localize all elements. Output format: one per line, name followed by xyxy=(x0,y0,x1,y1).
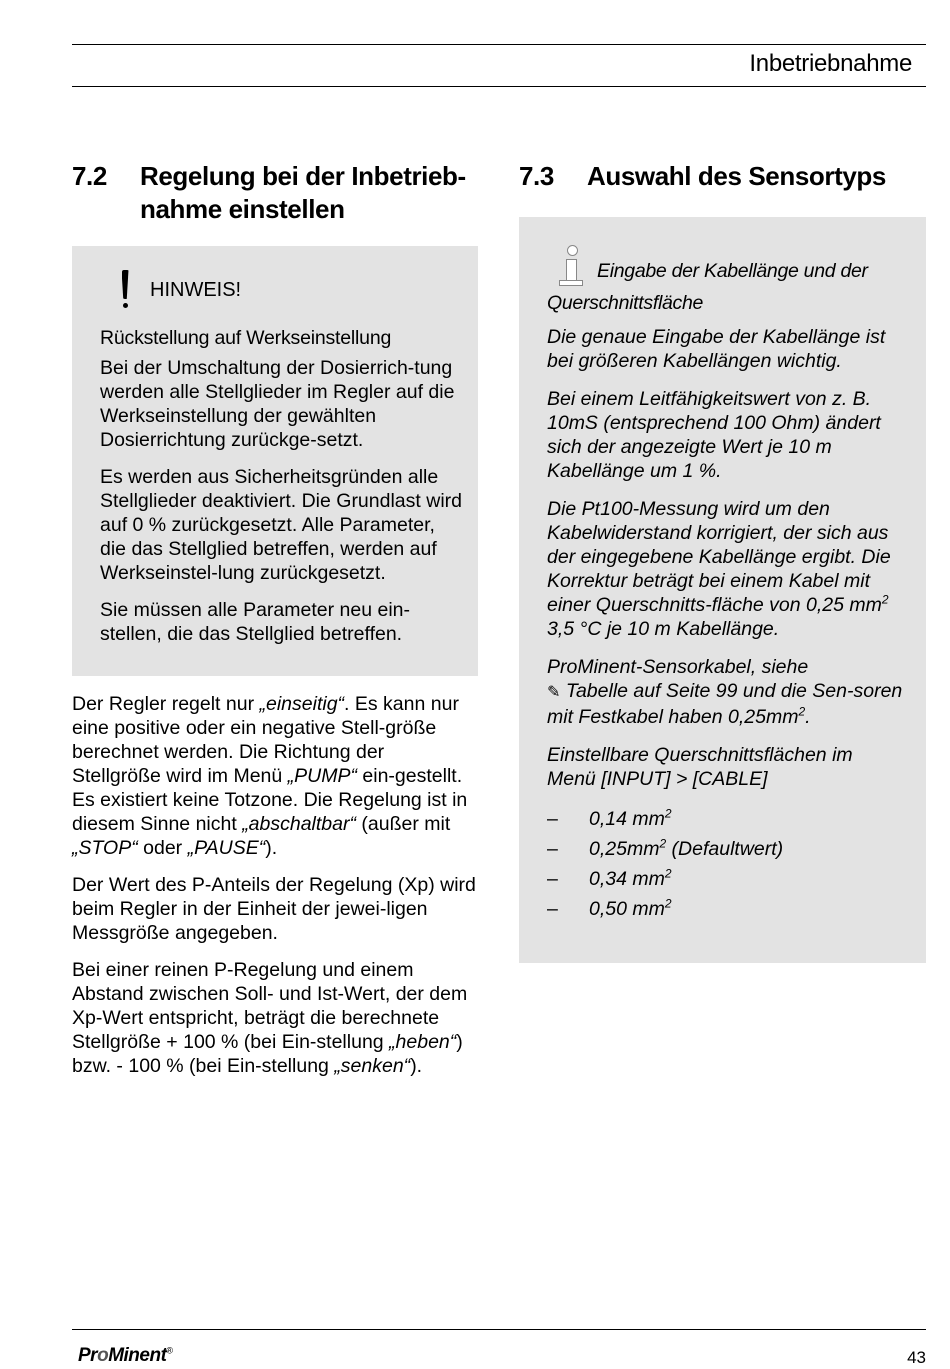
notice-box xyxy=(72,246,478,676)
list-item: – $0,25mm^2$ (Defaultwert) xyxy=(547,836,784,860)
section-heading-7-3 xyxy=(519,160,926,193)
notice-paragraph: Es werden aus Sicherheitsgründen alle Stellglieder deaktiviert. Die Grundlast wird auf 0 % zurückgesetzt. Alle Parameter, die das Stellglied betreffen, werden auf Werkseinstel-lung zurückgesetzt. xyxy=(100,466,462,584)
notice-paragraph: Sie müssen alle Parameter neu ein-stellen, die das Stellglied betreffen. xyxy=(100,599,410,645)
right-column xyxy=(519,160,926,963)
footer-rule xyxy=(72,1329,926,1330)
notice-label: HINWEIS! xyxy=(150,278,242,301)
brand-logo: ProMinent® xyxy=(78,1345,173,1366)
body-paragraph: Der Regler regelt nur „einseitig“. Es kann nur eine positive oder ein negative Stell-größe berechnet werden. Die Richtung der Stellgröße wird im Menü „PUMP“ ein-gestellt. Es existiert keine Totzone. Die Regelung ist in diesem Sinne nicht „abschaltbar“ (außer mit „STOP“ oder „PAUSE“). xyxy=(72,693,468,859)
info-box xyxy=(519,217,926,963)
left-column xyxy=(72,160,478,1078)
info-paragraph: Die genaue Eingabe der Kabellänge ist bei größeren Kabellängen wichtig. xyxy=(547,326,886,372)
info-heading: Eingabe der Kabellänge und der Querschnittsfläche xyxy=(547,245,906,319)
info-paragraph: Einstellbare Querschnittsflächen im Menü [INPUT] > [CABLE] xyxy=(547,744,853,790)
section-number: 7.3 xyxy=(519,161,554,191)
info-paragraph: ProMinent-Sensorkabel, siehe ✎ Tabelle auf Seite 99 und die Sen-soren mit Festkabel haben $0,25mm^2$. xyxy=(547,656,903,728)
section-title: Regelung bei der Inbetrieb-nahme einstellen xyxy=(140,161,466,224)
info-paragraph: Bei einem Leitfähigkeitswert von z. B. 10mS (entsprechend 100 Ohm) ändert sich der angezeigte Wert je 10 m Kabellänge um 1 %. xyxy=(547,388,881,482)
list-item: – 0,34 $mm^2$ xyxy=(547,866,672,890)
notice-header xyxy=(100,268,464,312)
cross-reference-link[interactable]: Tabelle auf Seite 99 und die Sen-soren mit Festkabel haben 0,25mm xyxy=(547,680,903,728)
list-item: – 0,14 $mm^2$ xyxy=(547,806,672,830)
body-paragraph: Bei einer reinen P-Regelung und einem Abstand zwischen Soll- und Ist-Wert, der dem Xp-Wert entspricht, beträgt die berechnete Stellgröße + 100 % (bei Ein-stellung „heben“) bzw. - 100 % (bei Ein-stellung „senken“). xyxy=(72,959,468,1077)
page-number: 43 xyxy=(907,1348,926,1367)
section-title: Auswahl des Sensortyps xyxy=(587,161,886,191)
body-paragraph: Der Wert des P-Anteils der Regelung (Xp) wird beim Regler in der Einheit der jewei-ligen Messgröße angegeben. xyxy=(72,874,476,944)
cross-reference-arrow-icon: ✎ xyxy=(547,684,561,701)
info-icon xyxy=(547,245,597,287)
list-item: – 0,50 $mm^2$ xyxy=(547,896,672,920)
cable-cross-section-list xyxy=(547,807,906,921)
section-number: 7.2 xyxy=(72,161,107,191)
notice-subtitle: Rückstellung auf Werkseinstellung xyxy=(100,327,392,349)
notice-paragraph: Bei der Umschaltung der Dosierrich-tung werden alle Stellglieder im Regler auf die Werkseinstellung der gewählten Dosierrichtung zurückge-setzt. xyxy=(100,357,455,451)
header-bottom-rule xyxy=(72,86,926,87)
running-header-title: Inbetriebnahme xyxy=(749,50,912,77)
info-paragraph: Die Pt100-Messung wird um den Kabelwiderstand korrigiert, der sich aus der eingegebene Kabellänge ergibt. Die Korrektur beträgt bei einem Kabel mit einer Querschnitts-fläche von 0,25 $mm^2$ 3,5 °C je 10 m Kabellänge. xyxy=(547,498,891,640)
section-heading-7-2 xyxy=(72,160,478,226)
header-top-rule xyxy=(72,44,926,45)
exclamation-icon xyxy=(100,270,150,310)
